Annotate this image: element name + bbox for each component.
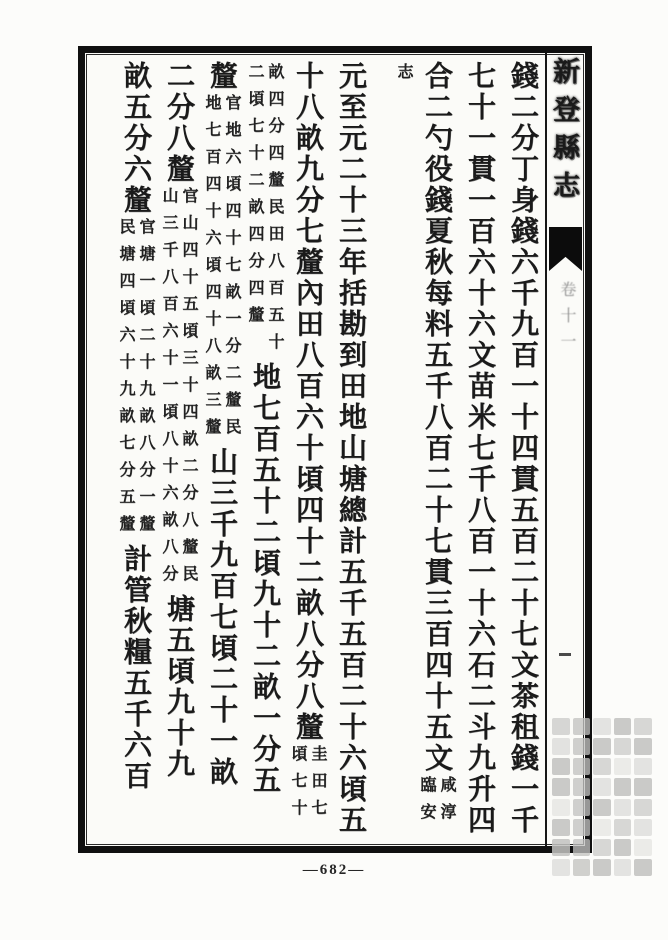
stamp-cell <box>593 859 611 876</box>
interlinear-annotation <box>244 63 284 360</box>
stamp-cell <box>634 778 652 795</box>
interlinear-annotation <box>416 776 456 830</box>
stamp-cell <box>593 778 611 795</box>
stamp-cell <box>573 819 591 836</box>
stamp-cell <box>552 738 570 755</box>
spine-title-char: 登 <box>549 95 579 133</box>
stamp-cell <box>614 839 632 856</box>
interlinear-annotation <box>158 187 198 592</box>
annotation-right-column: 咸淳 <box>438 776 455 830</box>
stamp-cell <box>573 738 591 755</box>
stamp-cell <box>552 819 570 836</box>
stamp-cell <box>614 758 632 775</box>
stamp-cell <box>552 839 570 856</box>
annotation-left-column: 頃七十 <box>289 745 306 826</box>
page-number: —682— <box>302 862 366 878</box>
stamp-cell <box>573 859 591 876</box>
annotation-right-column: 官山四十五頃三十四畝二分八釐民 <box>180 187 197 592</box>
stamp-cell <box>573 778 591 795</box>
stamp-cell <box>552 859 570 876</box>
stamp-cell <box>634 718 652 735</box>
annotation-right-column: 圭田七 <box>309 745 326 826</box>
annotation-left-column: 山三千八百六十一頃八十六畝八分 <box>160 187 177 592</box>
text-column-9 <box>157 61 200 839</box>
stamp-cell <box>552 718 570 735</box>
big-text-run: 畝五分六釐 <box>120 61 151 216</box>
stamp-cell <box>552 799 570 816</box>
annotation-right-column: 官塘一頃二十九畝八分一釐 <box>137 218 154 542</box>
stamp-cell <box>614 778 632 795</box>
annotation-left-column: 地七百四十六頃四十八畝三釐 <box>203 94 220 445</box>
text-column-7 <box>243 61 286 839</box>
big-text-run: 錢二分丁身錢六千九百一十四貫五百二十七文茶租錢一千 <box>507 61 538 836</box>
fishtail-ornament-icon <box>549 227 582 271</box>
stamp-cell <box>614 859 632 876</box>
print-frame-border <box>78 46 592 853</box>
big-text-run: 七十一貫一百六十六文苗米七千八百一十六石二斗九升四 <box>464 61 495 836</box>
annotation-left-column <box>373 63 393 90</box>
annotation-right-column: 官地六頃四十七畝一分二釐民 <box>223 94 240 445</box>
stamp-cell <box>634 738 652 755</box>
stamp-cell <box>573 718 591 735</box>
stamp-cell <box>614 718 632 735</box>
stamp-cell <box>593 799 611 816</box>
text-area <box>94 61 544 839</box>
spine-title-char: 新 <box>549 57 579 95</box>
stamp-cell <box>614 819 632 836</box>
stamp-cell <box>573 758 591 775</box>
big-text-run: 山三千九百七頃二十一畝 <box>206 447 237 788</box>
stamp-cell <box>593 738 611 755</box>
text-column-8 <box>200 61 243 839</box>
stamp-cell <box>593 839 611 856</box>
big-text-run: 地七百五十二頃九十二畝一分五 <box>249 362 280 796</box>
annotation-left-column: 民塘四頃六十九畝七分五釐 <box>117 218 134 542</box>
annotation-left-column: 二頃七十二畝四分四釐 <box>246 63 263 333</box>
stamp-cell <box>552 758 570 775</box>
stamp-cell <box>634 859 652 876</box>
annotation-right-column: 志 <box>395 63 412 90</box>
text-column-4 <box>372 61 415 839</box>
faded-library-stamp <box>552 718 652 876</box>
stamp-cell <box>634 839 652 856</box>
spine-title-char: 縣 <box>549 133 579 171</box>
big-text-run: 十八畝九分七釐內田八百六十頃四十二畝八分八釐 <box>292 61 323 743</box>
interlinear-annotation <box>373 63 413 90</box>
stamp-cell <box>634 758 652 775</box>
big-text-run: 計管秋糧五千六百 <box>120 544 151 792</box>
stamp-cell <box>593 758 611 775</box>
big-text-run: 元至元二十三年括勘到田地山塘總計五千五百二十六頃五 <box>335 61 366 836</box>
stamp-cell <box>593 819 611 836</box>
spine-volume-label: 卷十一 <box>558 281 575 359</box>
big-text-run: 二分八釐 <box>163 61 194 185</box>
big-text-run: 合二勺役錢夏秋每料五千八百二十七貫三百四十五文 <box>421 61 452 774</box>
text-column-2 <box>458 61 501 839</box>
stamp-cell <box>614 799 632 816</box>
spine-book-title <box>544 57 584 209</box>
big-text-run: 塘五頃九十九 <box>163 594 194 780</box>
stamp-cell <box>552 778 570 795</box>
interlinear-annotation <box>201 94 241 445</box>
stamp-cell <box>614 738 632 755</box>
spine-title-char: 志 <box>549 171 579 209</box>
text-column-1 <box>501 61 544 839</box>
stamp-cell <box>573 839 591 856</box>
big-text-run: 釐 <box>206 61 237 92</box>
text-column-10 <box>114 61 157 839</box>
interlinear-annotation <box>287 745 327 826</box>
annotation-right-column: 畝四分四釐民田八百五十 <box>266 63 283 360</box>
stamp-cell <box>573 799 591 816</box>
annotation-left-column: 臨安 <box>418 776 435 830</box>
text-column-5 <box>329 61 372 839</box>
stamp-cell <box>634 799 652 816</box>
stamp-cell <box>593 718 611 735</box>
text-column-3 <box>415 61 458 839</box>
spine-tick-mark <box>559 653 571 656</box>
text-column-6 <box>286 61 329 839</box>
stamp-cell <box>634 819 652 836</box>
interlinear-annotation <box>115 218 155 542</box>
